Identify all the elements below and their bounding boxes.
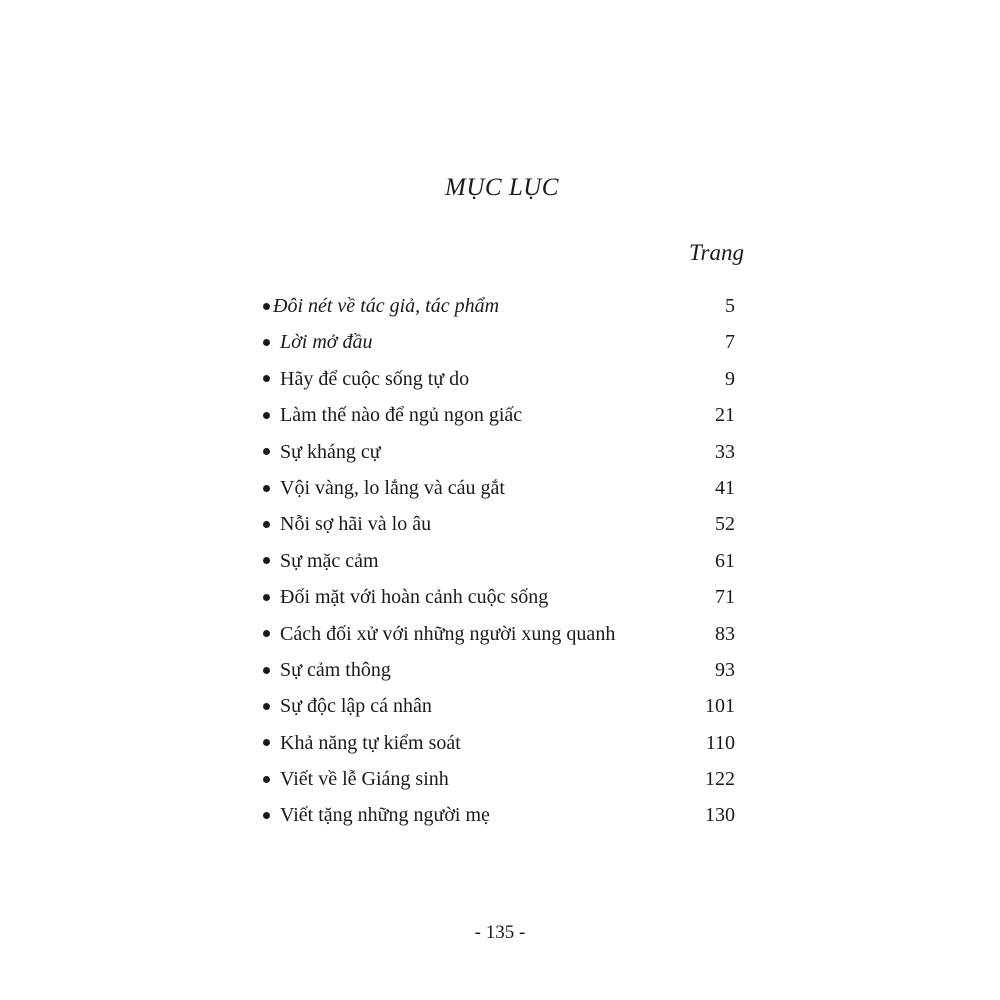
toc-entry-label: Làm thế nào để ngủ ngon giấc [280,404,523,427]
toc-entry-page: 122 [705,768,735,791]
bullet-icon [263,776,270,783]
page-number: - 135 - [474,922,526,943]
toc-entry [263,616,735,652]
toc-entry-page: 41 [715,476,735,499]
toc-entry [263,288,735,324]
bullet-icon [263,412,270,419]
toc-entry [263,543,735,579]
bullet-icon [263,739,270,746]
toc-entry-page: 110 [705,731,735,754]
toc-entry-label: Sự kháng cự [280,440,381,463]
bullet-icon [263,303,270,310]
toc-entry [263,761,735,797]
toc-entry [263,579,735,615]
bullet-icon [263,521,270,528]
toc-title: MỤC LỤC [445,174,559,201]
toc-entry-page: 21 [715,404,735,427]
toc-entry-page: 101 [705,695,735,718]
bullet-icon [263,448,270,455]
bullet-icon [263,703,270,710]
toc-entry-label: Sự cảm thông [280,658,391,681]
toc-entry-label: Vội vàng, lo lắng và cáu gắt [280,476,505,499]
toc-entry-label: Cách đối xử với những người xung quanh [280,622,616,645]
toc-entry-label: Hãy để cuộc sống tự do [280,367,470,390]
toc-entry-label: Đôi nét về tác giả, tác phẩm [273,295,500,317]
toc-entry-label: Lời mở đầu [280,331,373,354]
toc-entry-label: Sự độc lập cá nhân [280,695,432,718]
toc-entry [263,397,735,433]
toc-entry [263,470,735,506]
toc-entry [263,652,735,688]
bullet-icon [263,375,270,382]
toc-entry-page: 83 [715,622,735,645]
toc-entry-page: 9 [725,367,735,390]
toc-entry-page: 33 [715,440,735,463]
toc-entry-label: Đối mặt với hoàn cảnh cuộc sống [280,586,549,609]
toc-entry-page: 5 [725,295,735,317]
toc-entry-page: 61 [715,549,735,572]
bullet-icon [263,812,270,819]
toc-entry-label: Viết về lễ Giáng sinh [280,768,449,791]
toc-entry-page: 130 [705,804,735,827]
bullet-icon [263,485,270,492]
toc-entry [263,506,735,542]
bullet-icon [263,339,270,346]
bullet-icon [263,667,270,674]
toc-entry [263,725,735,761]
bullet-icon [263,594,270,601]
page-column-header: Trang [689,240,744,265]
toc-entry [263,797,735,833]
toc-entry [263,434,735,470]
toc-entry-page: 52 [715,513,735,536]
toc-entry [263,324,735,360]
toc-entry-page: 93 [715,658,735,681]
bullet-icon [263,630,270,637]
toc-entry-page: 71 [715,586,735,609]
bullet-icon [263,557,270,564]
toc-entry [263,361,735,397]
toc-entry-label: Viết tặng những người mẹ [280,804,490,827]
toc-entry-label: Sự mặc cảm [280,549,379,572]
toc-list [263,288,735,834]
toc-entry-label: Nỗi sợ hãi và lo âu [280,513,432,536]
toc-entry-page: 7 [725,331,735,354]
toc-entry [263,688,735,724]
toc-entry-label: Khả năng tự kiểm soát [280,731,461,754]
